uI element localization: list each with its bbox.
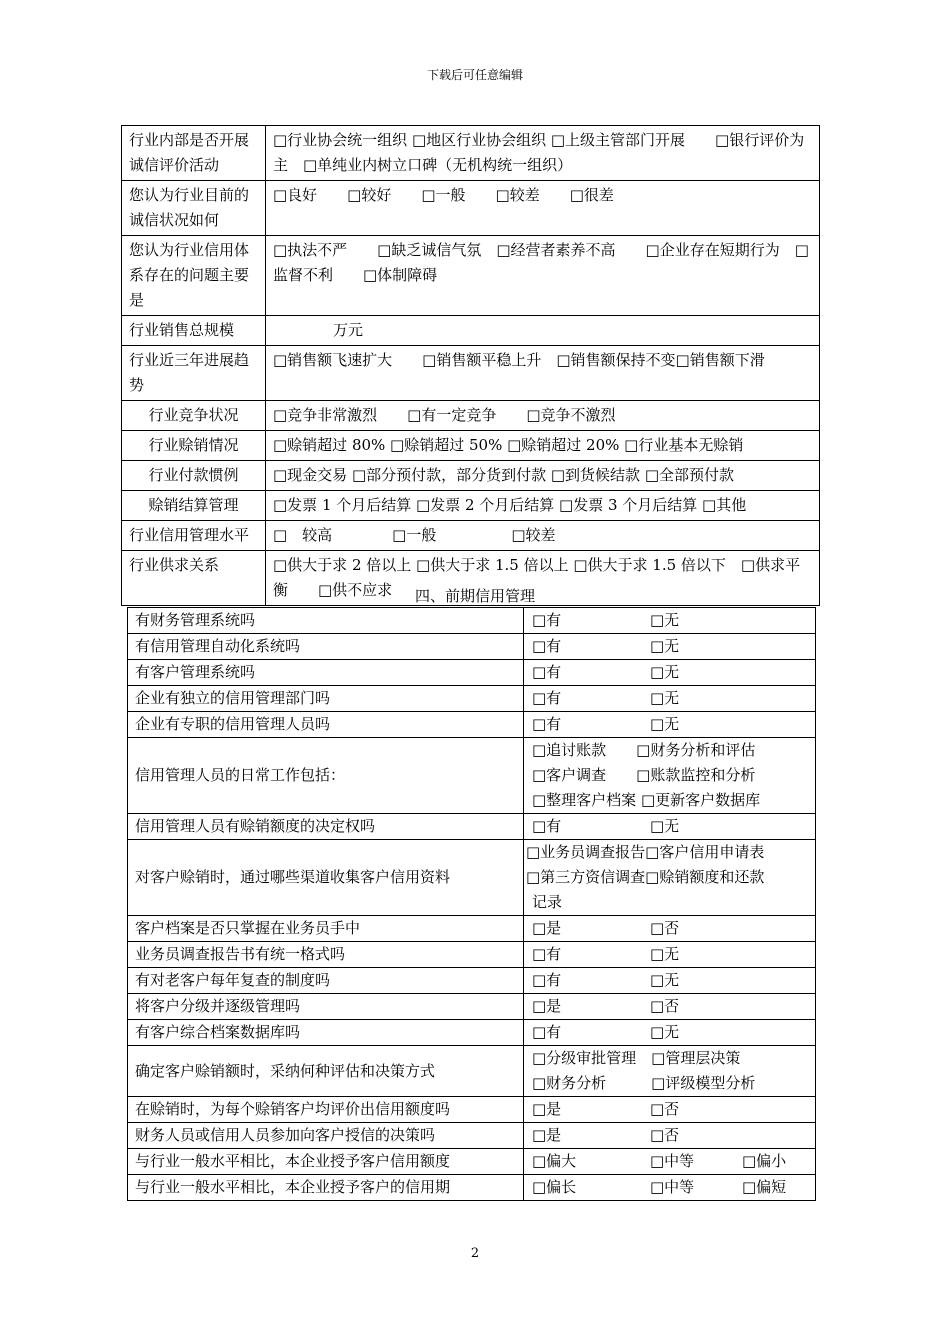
checkbox-option-line[interactable]: □追讨账款 □财务分析和评估 bbox=[532, 741, 756, 759]
checkbox-option[interactable]: □偏小 bbox=[742, 1152, 787, 1170]
table-row bbox=[122, 461, 820, 491]
page-number: 2 bbox=[470, 1246, 480, 1261]
checkbox-option[interactable]: □无 bbox=[650, 611, 680, 629]
checkbox-option[interactable]: □有 bbox=[532, 715, 562, 733]
checkbox-option-line[interactable]: □业务员调查报告□客户信用申请表 bbox=[526, 843, 765, 861]
row-options[interactable]: 万元 bbox=[266, 316, 820, 346]
answer-options bbox=[524, 994, 816, 1020]
row-label: 行业信用管理水平 bbox=[122, 521, 266, 551]
question: 财务人员或信用人员参加向客户授信的决策吗 bbox=[128, 1123, 524, 1149]
row-label: 行业供求关系 bbox=[122, 551, 266, 606]
question: 将客户分级并逐级管理吗 bbox=[128, 994, 524, 1020]
answer-options bbox=[524, 840, 816, 916]
checkbox-option[interactable]: □有 bbox=[532, 817, 562, 835]
question: 对客户赊销时，通过哪些渠道收集客户信用资料 bbox=[128, 840, 524, 916]
row-label: 赊销结算管理 bbox=[122, 491, 266, 521]
answer-options bbox=[524, 738, 816, 814]
checkbox-option[interactable]: □有 bbox=[532, 945, 562, 963]
table-row bbox=[128, 712, 816, 738]
row-options[interactable]: □现金交易 □部分预付款，部分货到付款 □到货候结款 □全部预付款 bbox=[266, 461, 820, 491]
answer-options bbox=[524, 1149, 816, 1175]
table-row bbox=[122, 401, 820, 431]
table-row bbox=[122, 181, 820, 236]
table-row bbox=[128, 738, 816, 814]
question: 企业有专职的信用管理人员吗 bbox=[128, 712, 524, 738]
table-row bbox=[122, 521, 820, 551]
row-options[interactable]: □行业协会统一组织 □地区行业协会组织 □上级主管部门开展 □银行评价为主 □单纯业内树立口碑（无机构统一组织） bbox=[266, 126, 820, 181]
question: 企业有独立的信用管理部门吗 bbox=[128, 686, 524, 712]
row-options[interactable]: □ 较高 □一般 □较差 bbox=[266, 521, 820, 551]
checkbox-option[interactable]: □无 bbox=[650, 945, 680, 963]
checkbox-option[interactable]: □是 bbox=[532, 1126, 562, 1144]
checkbox-option[interactable]: □有 bbox=[532, 663, 562, 681]
page-header: 下载后可任意编辑 bbox=[426, 68, 523, 82]
answer-options bbox=[524, 712, 816, 738]
checkbox-option-line[interactable]: □客户调查 □账款监控和分析 bbox=[532, 766, 756, 784]
answer-options bbox=[524, 1175, 816, 1201]
row-label: 行业近三年进展趋势 bbox=[122, 346, 266, 401]
question: 客户档案是否只掌握在业务员手中 bbox=[128, 916, 524, 942]
row-label: 行业付款惯例 bbox=[122, 461, 266, 491]
checkbox-option-line[interactable]: 记录 bbox=[532, 893, 563, 911]
table-row bbox=[128, 1123, 816, 1149]
checkbox-option[interactable]: □中等 bbox=[650, 1152, 695, 1170]
question: 业务员调查报告书有统一格式吗 bbox=[128, 942, 524, 968]
answer-options bbox=[524, 660, 816, 686]
question: 信用管理人员的日常工作包括： bbox=[128, 738, 524, 814]
question: 有信用管理自动化系统吗 bbox=[128, 634, 524, 660]
question: 与行业一般水平相比，本企业授予客户的信用期 bbox=[128, 1175, 524, 1201]
checkbox-option[interactable]: □无 bbox=[650, 637, 680, 655]
checkbox-option[interactable]: □否 bbox=[650, 919, 680, 937]
table-row bbox=[128, 994, 816, 1020]
checkbox-option[interactable]: □无 bbox=[650, 715, 680, 733]
checkbox-option[interactable]: □无 bbox=[650, 663, 680, 681]
checkbox-option[interactable]: □有 bbox=[532, 611, 562, 629]
question: 有财务管理系统吗 bbox=[128, 608, 524, 634]
question: 有客户管理系统吗 bbox=[128, 660, 524, 686]
row-options[interactable]: □发票 1 个月后结算 □发票 2 个月后结算 □发票 3 个月后结算 □其他 bbox=[266, 491, 820, 521]
checkbox-option[interactable]: □是 bbox=[532, 1100, 562, 1118]
checkbox-option[interactable]: □是 bbox=[532, 919, 562, 937]
answer-options bbox=[524, 634, 816, 660]
row-label: 行业竞争状况 bbox=[122, 401, 266, 431]
checkbox-option-line[interactable]: □第三方资信调查□赊销额度和还款 bbox=[526, 868, 765, 886]
checkbox-option[interactable]: □是 bbox=[532, 997, 562, 1015]
answer-options bbox=[524, 916, 816, 942]
checkbox-option[interactable]: □有 bbox=[532, 689, 562, 707]
table-row bbox=[128, 634, 816, 660]
table-row bbox=[122, 346, 820, 401]
question: 信用管理人员有赊销额度的决定权吗 bbox=[128, 814, 524, 840]
row-options[interactable]: □供大于求 2 倍以上 □供大于求 1.5 倍以上 □供大于求 1.5 倍以下 □供求平衡 □供不应求 bbox=[266, 551, 820, 606]
table-row bbox=[122, 491, 820, 521]
checkbox-option[interactable]: □否 bbox=[650, 997, 680, 1015]
checkbox-option[interactable]: □有 bbox=[532, 637, 562, 655]
question: 有对老客户每年复查的制度吗 bbox=[128, 968, 524, 994]
table-row bbox=[122, 236, 820, 316]
answer-options bbox=[524, 968, 816, 994]
row-label: 您认为行业信用体系存在的问题主要是 bbox=[122, 236, 266, 316]
answer-options bbox=[524, 1097, 816, 1123]
row-options[interactable]: □竞争非常激烈 □有一定竞争 □竞争不激烈 bbox=[266, 401, 820, 431]
answer-options bbox=[524, 608, 816, 634]
credit-management-table bbox=[127, 607, 816, 1201]
table-row bbox=[128, 1046, 816, 1097]
table-row bbox=[128, 942, 816, 968]
table-row bbox=[128, 1097, 816, 1123]
checkbox-option[interactable]: □偏短 bbox=[742, 1178, 787, 1196]
checkbox-option[interactable]: □有 bbox=[532, 971, 562, 989]
checkbox-option[interactable]: □无 bbox=[650, 817, 680, 835]
table-row bbox=[128, 1149, 816, 1175]
row-options[interactable]: □执法不严 □缺乏诚信气氛 □经营者素养不高 □企业存在短期行为 □监督不利 □体制障碍 bbox=[266, 236, 820, 316]
table-row bbox=[128, 686, 816, 712]
checkbox-option[interactable]: □偏长 bbox=[532, 1178, 577, 1196]
section-title: 四、前期信用管理 bbox=[414, 587, 535, 605]
answer-options bbox=[524, 942, 816, 968]
row-label: 行业赊销情况 bbox=[122, 431, 266, 461]
question: 在赊销时，为每个赊销客户均评价出信用额度吗 bbox=[128, 1097, 524, 1123]
table-row bbox=[128, 608, 816, 634]
answer-options bbox=[524, 1046, 816, 1097]
table-row bbox=[128, 840, 816, 916]
row-options[interactable]: □赊销超过 80% □赊销超过 50% □赊销超过 20% □行业基本无赊销 bbox=[266, 431, 820, 461]
checkbox-option-line[interactable]: □分级审批管理 □管理层决策 bbox=[532, 1049, 741, 1067]
table-row bbox=[128, 968, 816, 994]
row-label: 行业内部是否开展诚信评价活动 bbox=[122, 126, 266, 181]
table-row bbox=[122, 316, 820, 346]
checkbox-option[interactable]: □有 bbox=[532, 1023, 562, 1041]
checkbox-option[interactable]: □否 bbox=[650, 1126, 680, 1144]
row-options[interactable]: □销售额飞速扩大 □销售额平稳上升 □销售额保持不变□销售额下滑 bbox=[266, 346, 820, 401]
checkbox-option[interactable]: □偏大 bbox=[532, 1152, 577, 1170]
checkbox-option[interactable]: □中等 bbox=[650, 1178, 695, 1196]
answer-options bbox=[524, 1123, 816, 1149]
checkbox-option[interactable]: □无 bbox=[650, 971, 680, 989]
answer-options bbox=[524, 814, 816, 840]
checkbox-option[interactable]: □否 bbox=[650, 1100, 680, 1118]
table-row bbox=[128, 1020, 816, 1046]
table-row bbox=[128, 660, 816, 686]
question: 与行业一般水平相比，本企业授予客户信用额度 bbox=[128, 1149, 524, 1175]
table-row bbox=[122, 431, 820, 461]
table-row bbox=[128, 916, 816, 942]
checkbox-option-line[interactable]: □财务分析 □评级模型分析 bbox=[532, 1074, 756, 1092]
question: 有客户综合档案数据库吗 bbox=[128, 1020, 524, 1046]
row-options[interactable]: □良好 □较好 □一般 □较差 □很差 bbox=[266, 181, 820, 236]
question: 确定客户赊销额时，采纳何种评估和决策方式 bbox=[128, 1046, 524, 1097]
checkbox-option-line[interactable]: □整理客户档案 □更新客户数据库 bbox=[532, 791, 761, 809]
checkbox-option[interactable]: □无 bbox=[650, 689, 680, 707]
answer-options bbox=[524, 686, 816, 712]
table-row bbox=[122, 126, 820, 181]
row-label: 行业销售总规模 bbox=[122, 316, 266, 346]
answer-options bbox=[524, 1020, 816, 1046]
table-row bbox=[128, 814, 816, 840]
industry-credit-table bbox=[121, 125, 820, 606]
table-row bbox=[128, 1175, 816, 1201]
checkbox-option[interactable]: □无 bbox=[650, 1023, 680, 1041]
row-label: 您认为行业目前的诚信状况如何 bbox=[122, 181, 266, 236]
